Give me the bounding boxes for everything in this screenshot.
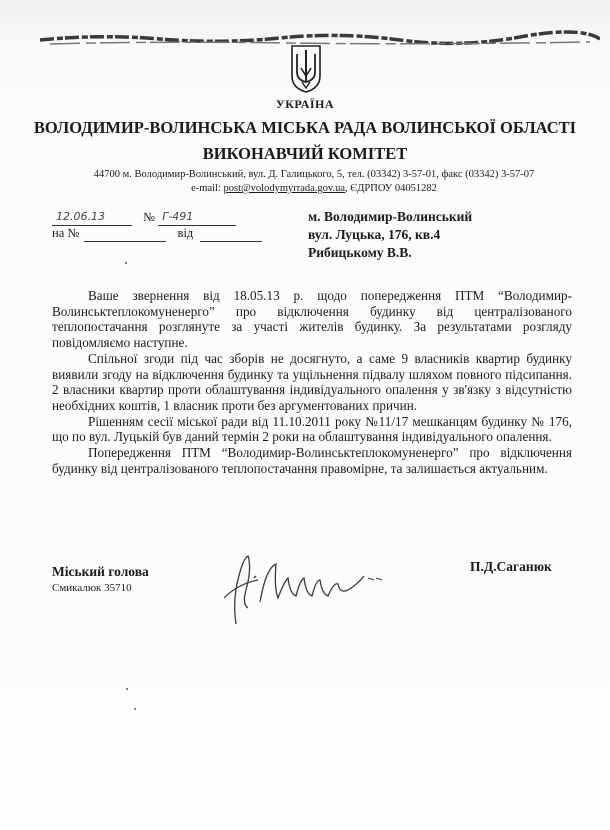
address-line: 44700 м. Володимир-Волинський, вул. Д. Галицького, 5, тел. (03342) 3-57-01, факс (03342) 3-57-07: [93, 169, 535, 180]
body-paragraph-3: Рішенням сесії міської ради від 11.10.2011 року №11/17 мешканцям будинку № 176, що по вул. Луцькій був даний термін 2 роки на облаштування індивідуального опалення.: [52, 413, 572, 445]
from-label: від: [177, 226, 194, 240]
body-paragraph-2: Спільної згоди під час зборів не досягнуто, а саме 9 власників квартир будинку виявили згоду на відключення будинку та ущільнення підвалу шляхом повного підсипання. 2 власники квартир проти облаштування індивідуального опалення у зв'язку з відсутністю необхідних коштів, 1 власник проти без аргументованих причин.: [52, 350, 572, 413]
scan-speck: [125, 262, 127, 264]
outgoing-number: Г-491: [162, 210, 194, 223]
trident-emblem-icon: [289, 42, 323, 94]
council-heading: ВОЛОДИМИР-ВОЛИНСЬКА МІСЬКА РАДА ВОЛИНСЬКОЇ ОБЛАСТІ: [33, 118, 577, 137]
scan-speck: [134, 708, 136, 710]
letter-body: [52, 288, 572, 476]
body-paragraph-1: Ваше звернення від 18.05.13 р. щодо попередження ПТМ “Володимир-Волинськтеплокомуненерго” про відключення будинку від централізованого теплопостачання розглянуте за участі жителів будинку. За результатами розгляду повідомляємо наступне.: [52, 288, 572, 351]
reference-block: [52, 208, 292, 242]
body-paragraph-4: Попередження ПТМ “Володимир-Волинськтеплокомуненерго” про відключення будинку від централізованого теплопостачання правомірне, та залишається актуальним.: [52, 445, 572, 476]
handwritten-signature: [218, 538, 393, 628]
scan-speck: [126, 688, 128, 690]
address-block: [40, 168, 588, 196]
recipient-street: вул. Луцька, 176, кв.4: [308, 227, 441, 242]
email-link[interactable]: post@volodymyrrada.gov.ua: [223, 183, 346, 194]
outgoing-date: 12.06.13: [56, 210, 105, 223]
email-label: e-mail:: [191, 183, 224, 194]
incoming-number-field: [84, 229, 166, 242]
outgoing-date-field: [52, 208, 132, 226]
incoming-date-field: [200, 229, 262, 242]
position-title: Міський голова: [52, 564, 149, 579]
country-heading: УКРАЇНА: [275, 97, 335, 111]
on-number-label: на №: [52, 226, 80, 240]
committee-heading: ВИКОНАВЧИЙ КОМІТЕТ: [202, 144, 408, 163]
recipient-name: Рибицькому В.В.: [308, 245, 412, 260]
edrpou-text: , ЄДРПОУ 04051282: [345, 183, 437, 194]
number-label: №: [143, 210, 156, 224]
incoming-ref-row: [52, 225, 292, 242]
signer-name: П.Д.Саганюк: [470, 559, 552, 574]
outgoing-ref-row: [52, 208, 292, 225]
outgoing-number-field: [158, 208, 236, 226]
executor-note: Смикалюк 35710: [52, 582, 132, 594]
recipient-city: м. Володимир-Волинський: [308, 209, 473, 224]
contact-line: [40, 182, 588, 196]
recipient-block: [308, 208, 588, 262]
